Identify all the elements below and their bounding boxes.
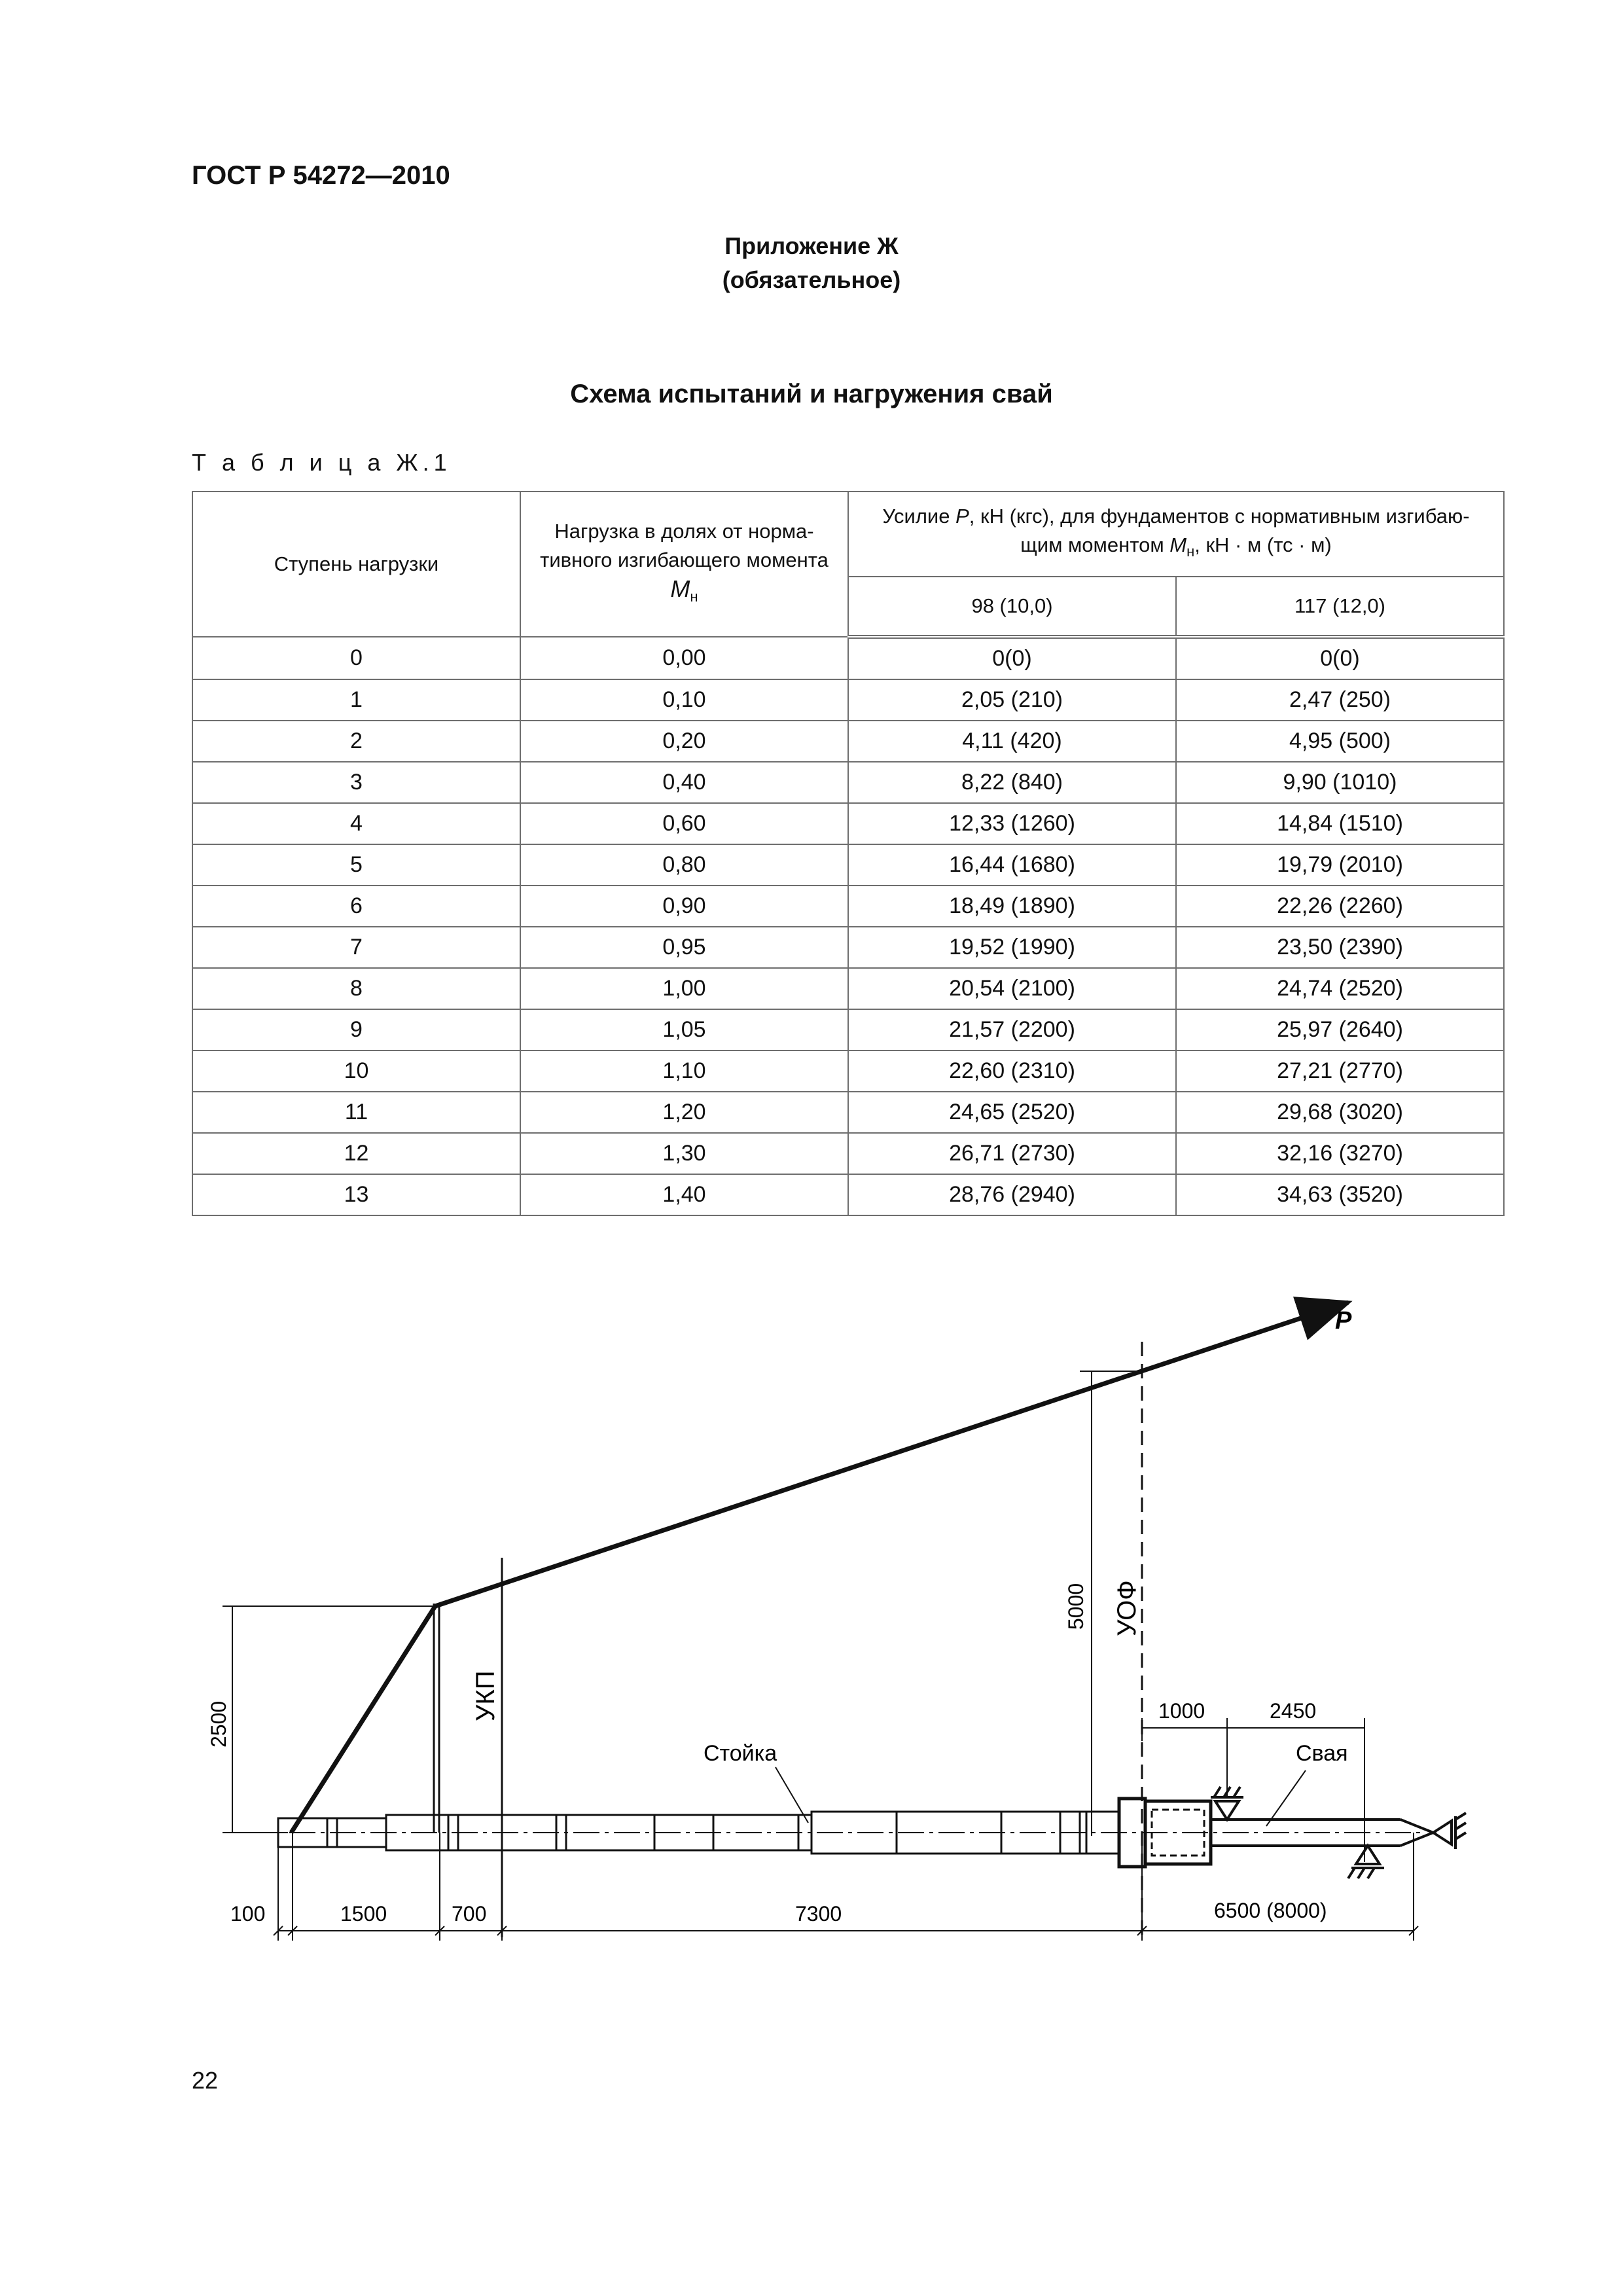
pile-leader (1266, 1770, 1306, 1826)
cell-stage: 0 (192, 637, 520, 679)
dim-100-label: 100 (230, 1902, 266, 1926)
dim-bottom-ticks (274, 1833, 1418, 1941)
cell-force-117: 25,97 (2640) (1176, 1009, 1504, 1050)
ukp-label: УКП (471, 1670, 500, 1721)
cell-fraction: 0,40 (520, 762, 848, 803)
cell-fraction: 0,00 (520, 637, 848, 679)
support-tip (1433, 1813, 1466, 1849)
cell-force-117: 27,21 (2770) (1176, 1050, 1504, 1092)
dim-5000-label: 5000 (1064, 1583, 1088, 1630)
uof-label: УОФ (1113, 1580, 1141, 1636)
force-prefix: Усилие (882, 504, 956, 528)
cell-force-117: 0(0) (1176, 637, 1504, 679)
cell-force-98: 16,44 (1680) (848, 844, 1176, 886)
appendix-status: (обязательное) (722, 266, 901, 293)
cell-fraction: 1,05 (520, 1009, 848, 1050)
cell-force-117: 22,26 (2260) (1176, 886, 1504, 927)
cell-force-98: 0(0) (848, 637, 1176, 679)
cell-force-98: 12,33 (1260) (848, 803, 1176, 844)
cell-force-117: 9,90 (1010) (1176, 762, 1504, 803)
cell-stage: 3 (192, 762, 520, 803)
force-label: P (1335, 1307, 1352, 1335)
cell-stage: 1 (192, 679, 520, 721)
cell-stage: 7 (192, 927, 520, 968)
cell-stage: 13 (192, 1174, 520, 1215)
dim-6500-label: 6500 (8000) (1214, 1899, 1327, 1922)
cell-force-117: 34,63 (3520) (1176, 1174, 1504, 1215)
document-code: ГОСТ Р 54272—2010 (192, 161, 450, 190)
cell-force-117: 24,74 (2520) (1176, 968, 1504, 1009)
cell-fraction: 1,10 (520, 1050, 848, 1092)
moment-subscript: н (690, 588, 698, 605)
cell-fraction: 1,20 (520, 1092, 848, 1133)
cell-force-98: 4,11 (420) (848, 721, 1176, 762)
cell-force-117: 32,16 (3270) (1176, 1133, 1504, 1174)
force-line1-rest: , кН (кгс), для фундаментов с нормативным изгибаю- (969, 504, 1470, 528)
appendix-title: Приложение Ж (724, 232, 899, 259)
cell-force-117: 29,68 (3020) (1176, 1092, 1504, 1133)
brace-diagonal (291, 1606, 435, 1833)
page-number: 22 (192, 2067, 219, 2094)
force-line2-rest: , кН · м (тс · м) (1194, 533, 1332, 556)
cell-stage: 4 (192, 803, 520, 844)
cell-fraction: 0,20 (520, 721, 848, 762)
post-label: Стойка (704, 1741, 777, 1766)
header-fraction-line1: Нагрузка в долях от норма- (554, 519, 814, 543)
cell-fraction: 1,30 (520, 1133, 848, 1174)
force-line2-subscript: н (1186, 543, 1195, 560)
cell-force-98: 19,52 (1990) (848, 927, 1176, 968)
cell-force-117: 23,50 (2390) (1176, 927, 1504, 968)
force-line (435, 1302, 1348, 1606)
cell-force-117: 4,95 (500) (1176, 721, 1504, 762)
cell-stage: 5 (192, 844, 520, 886)
header-col-98: 98 (10,0) (848, 577, 1176, 637)
cell-force-98: 21,57 (2200) (848, 1009, 1176, 1050)
cell-stage: 11 (192, 1092, 520, 1133)
cell-fraction: 0,90 (520, 886, 848, 927)
cell-force-98: 2,05 (210) (848, 679, 1176, 721)
header-stage: Ступень нагрузки (192, 492, 520, 637)
cell-fraction: 0,95 (520, 927, 848, 968)
cell-stage: 8 (192, 968, 520, 1009)
dim-1500-label: 1500 (340, 1902, 387, 1926)
cell-force-98: 26,71 (2730) (848, 1133, 1176, 1174)
dim-2450-label: 2450 (1270, 1699, 1317, 1723)
force-line2-pre: щим моментом (1020, 533, 1170, 556)
header-fraction-line2: тивного изгибающего момента (540, 548, 829, 571)
cell-stage: 12 (192, 1133, 520, 1174)
cell-force-98: 24,65 (2520) (848, 1092, 1176, 1133)
dim-1000-label: 1000 (1158, 1699, 1205, 1723)
cell-stage: 6 (192, 886, 520, 927)
cell-force-117: 14,84 (1510) (1176, 803, 1504, 844)
force-symbol: P (955, 504, 969, 528)
cell-force-98: 28,76 (2940) (848, 1174, 1176, 1215)
cell-force-98: 8,22 (840) (848, 762, 1176, 803)
cell-force-98: 18,49 (1890) (848, 886, 1176, 927)
support-bottom (1348, 1846, 1384, 1878)
force-line2-symbol: M (1169, 533, 1187, 556)
cell-fraction: 1,40 (520, 1174, 848, 1215)
cell-stage: 10 (192, 1050, 520, 1092)
table-label: Т а б л и ц а Ж.1 (192, 449, 452, 476)
cell-force-117: 2,47 (250) (1176, 679, 1504, 721)
moment-symbol: M (670, 575, 690, 602)
dim-2500-label: 2500 (207, 1700, 230, 1748)
cell-force-98: 20,54 (2100) (848, 968, 1176, 1009)
pile-label: Свая (1296, 1741, 1348, 1766)
cell-stage: 2 (192, 721, 520, 762)
dim-700-label: 700 (452, 1902, 487, 1926)
cell-force-117: 19,79 (2010) (1176, 844, 1504, 886)
cell-fraction: 1,00 (520, 968, 848, 1009)
header-col-117: 117 (12,0) (1176, 577, 1504, 637)
cell-fraction: 0,80 (520, 844, 848, 886)
cell-fraction: 0,10 (520, 679, 848, 721)
cell-stage: 9 (192, 1009, 520, 1050)
section-title: Схема испытаний и нагружения свай (570, 380, 1053, 408)
dim-7300-label: 7300 (795, 1902, 842, 1926)
cell-force-98: 22,60 (2310) (848, 1050, 1176, 1092)
cell-fraction: 0,60 (520, 803, 848, 844)
